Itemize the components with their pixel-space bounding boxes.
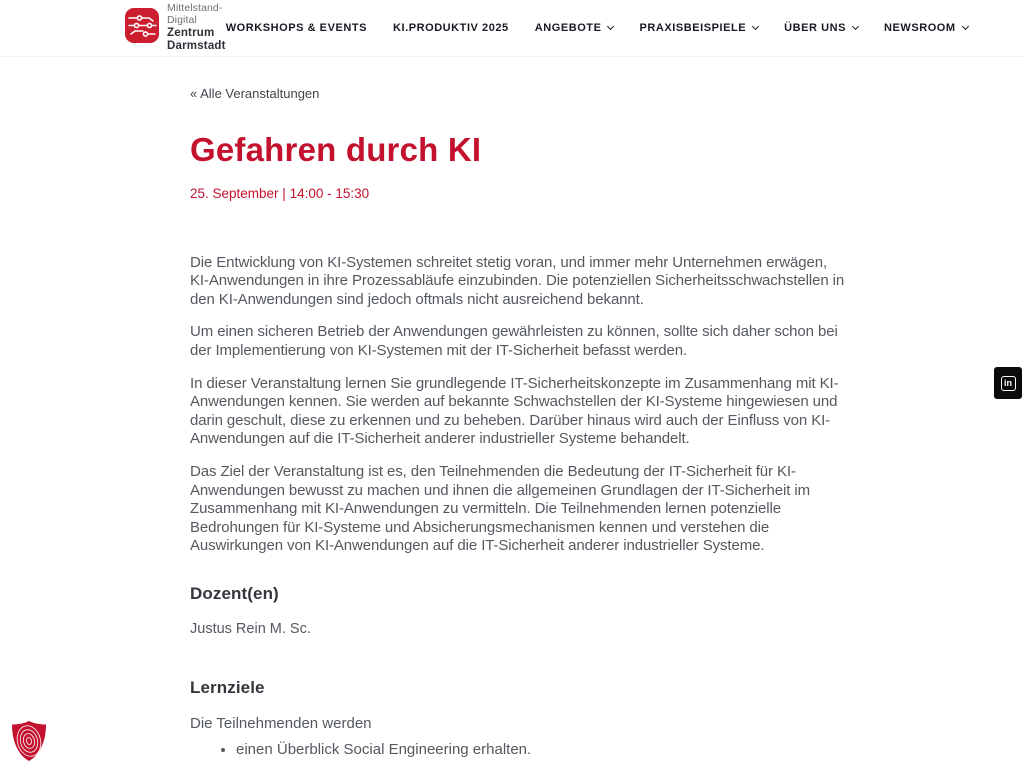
event-datetime: 25. September | 14:00 - 15:30 [190, 185, 370, 201]
chevron-down-icon [852, 23, 859, 30]
event-description [190, 254, 848, 556]
nav-label: NEWSROOM [884, 22, 956, 34]
nav-label: ANGEBOTE [534, 22, 602, 34]
learning-goals-list [190, 741, 848, 760]
nav-item-workshops-events[interactable] [226, 22, 367, 34]
description-paragraph: Um einen sicheren Betrieb der Anwendungen gewährleisten zu können, sollte sich daher schon bei der Implementierung von KI-Systemen mit der IT-Sicherheit befasst werden. [190, 323, 838, 359]
event-title: Gefahren durch KI [190, 131, 482, 168]
chevron-down-icon [752, 23, 759, 30]
nav-item-ueber-uns[interactable] [784, 22, 858, 34]
nav-label: WORKSHOPS & EVENTS [225, 22, 367, 34]
fingerprint-shield-icon [10, 750, 48, 767]
nav-item-angebote[interactable] [535, 22, 614, 34]
chevron-down-icon [962, 23, 969, 30]
logo-line-city: Darmstadt [167, 39, 226, 52]
logo-text [167, 3, 226, 52]
linkedin-icon: in [1001, 376, 1016, 391]
privacy-consent-badge[interactable] [10, 719, 48, 763]
linkedin-share-button[interactable] [994, 367, 1022, 399]
list-item: • einen Überblick Social Engineering erhalten. [236, 741, 848, 760]
nav-label: ÜBER UNS [784, 22, 846, 34]
description-paragraph: Das Ziel der Veranstaltung ist es, den Teilnehmenden die Bedeutung der IT-Sicherheit für KI-Anwendungen bewusst zu machen und ihnen die allgemeinen Grundlagen der IT-Sicherheit im Zusammenhang mit KI-Anwendungen zu vermitteln. Die Teilnehmenden lernen potenzielle Bedrohungen für KI-Systeme und Absicherungsmechanismen kennen und verstehen die Auswirkungen von KI-Anwendungen auf die IT-Sicherheit anderer industrieller Systeme. [190, 462, 811, 555]
nav-item-ki-produktiv[interactable] [393, 22, 509, 34]
speakers-heading: Dozent(en) [190, 583, 279, 603]
speaker-name: Justus Rein M. Sc. [190, 620, 311, 637]
nav-label: PRAXISBEISPIELE [639, 22, 747, 34]
nav-label: KI.PRODUKTIV 2025 [393, 22, 509, 34]
nav-item-praxisbeispiele[interactable] [639, 22, 758, 34]
site-header [0, 0, 1024, 57]
description-paragraph: In dieser Veranstaltung lernen Sie grundlegende IT-Sicherheitskonzepte im Zusammenhang mit KI-Anwendungen kennen. Sie werden auf bekannte Schwachstellen der KI-Systeme hingewiesen und darin geschult, diese zu erkennen und zu beheben. Darüber hinaus wird auch der Einfluss von KI-Anwendungen auf die IT-Sicherheit anderer industrieller Systeme behandelt. [190, 374, 839, 448]
event-detail-page [190, 57, 848, 760]
learning-goals-intro: Die Teilnehmenden werden [190, 714, 372, 732]
description-paragraph: Die Entwicklung von KI-Systemen schreitet stetig voran, und immer mehr Unternehmen erwägen, KI-Anwendungen in ihre Prozessabläufe einzubinden. Die potenziellen Sicherheitsschwachstellen in den KI-Anwendungen sind jedoch oftmals nicht ausreichend bekannt. [190, 253, 845, 308]
learning-goals-heading: Lernziele [190, 677, 265, 697]
logo-line-zentrum: Zentrum [167, 26, 215, 39]
nav-item-newsroom[interactable] [884, 22, 968, 34]
site-logo[interactable] [125, 3, 226, 52]
main-nav [226, 22, 968, 34]
logo-line-brand: Mittelstand-Digital [167, 2, 223, 27]
back-to-events-link[interactable]: « Alle Veranstaltungen [190, 86, 320, 101]
chevron-down-icon [607, 23, 614, 30]
circuit-board-logo-icon [125, 8, 159, 48]
